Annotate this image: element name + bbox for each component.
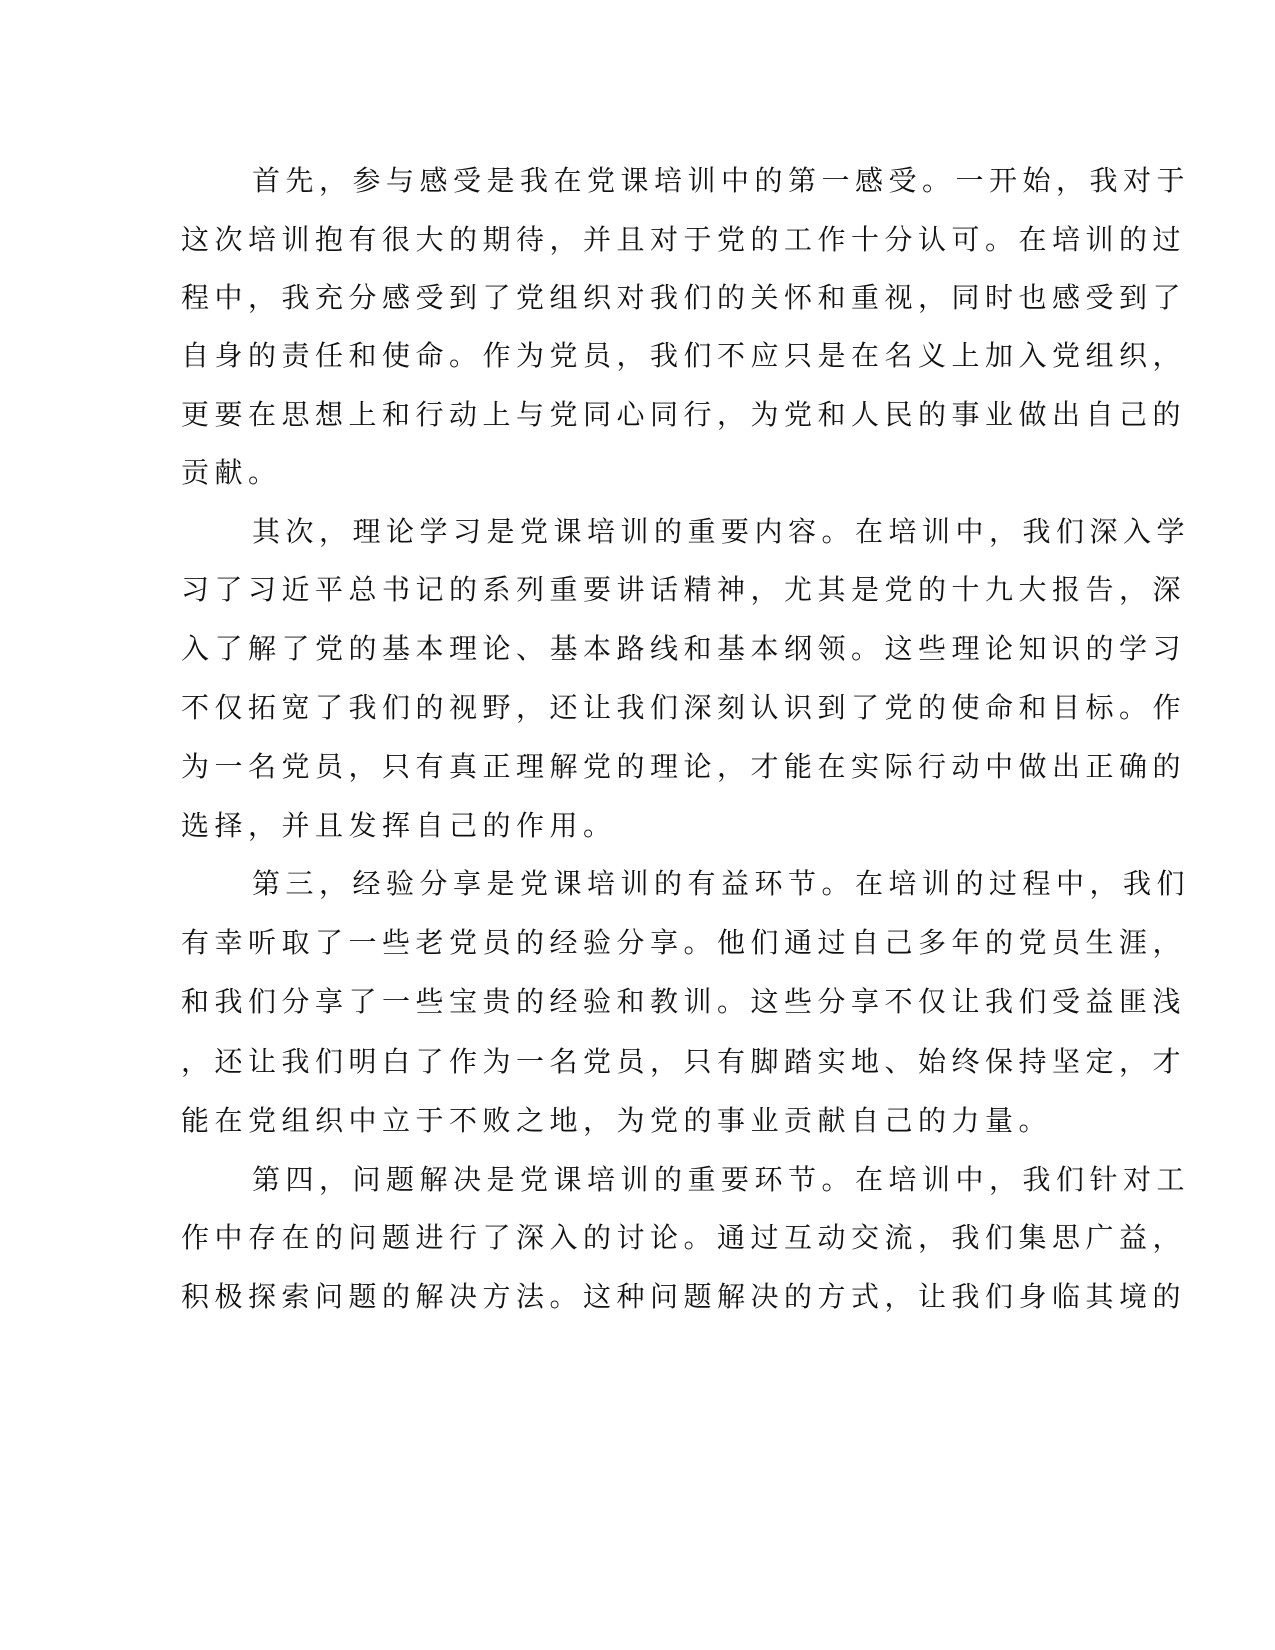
paragraph-2-line-4: 不仅拓宽了我们的视野，还让我们深刻认识到了党的使命和目标。作	[181, 691, 1187, 724]
paragraph-2-line-3: 入了解了党的基本理论、基本路线和基本纲领。这些理论知识的学习	[181, 632, 1187, 665]
paragraph-1-line-3: 程中，我充分感受到了党组织对我们的关怀和重视，同时也感受到了	[181, 281, 1187, 314]
paragraph-2-line-6: 选择，并且发挥自己的作用。	[181, 809, 617, 842]
paragraph-4-line-3: 积极探索问题的解决方法。这种问题解决的方式，让我们身临其境的	[181, 1280, 1187, 1313]
paragraph-2-line-2: 习了习近平总书记的系列重要讲话精神，尤其是党的十九大报告，深	[181, 573, 1187, 606]
paragraph-4-line-2: 作中存在的问题进行了深入的讨论。通过互动交流，我们集思广益，	[181, 1221, 1187, 1254]
paragraph-3-line-5: 能在党组织中立于不败之地，为党的事业贡献自己的力量。	[181, 1104, 1053, 1137]
paragraph-4-line-1: 第四，问题解决是党课培训的重要环节。在培训中，我们针对工	[252, 1163, 1191, 1196]
paragraph-3-line-1: 第三，经验分享是党课培训的有益环节。在培训的过程中，我们	[252, 867, 1191, 900]
paragraph-3-line-3: 和我们分享了一些宝贵的经验和教训。这些分享不仅让我们受益匪浅	[181, 985, 1187, 1018]
paragraph-2-line-5: 为一名党员，只有真正理解党的理论，才能在实际行动中做出正确的	[181, 750, 1187, 783]
paragraph-1-line-5: 更要在思想上和行动上与党同心同行，为党和人民的事业做出自己的	[181, 398, 1187, 431]
paragraph-3-line-4: ，还让我们明白了作为一名党员，只有脚踏实地、始终保持坚定，才	[181, 1045, 1187, 1078]
paragraph-1-line-4: 自身的责任和使命。作为党员，我们不应只是在名义上加入党组织，	[181, 339, 1187, 372]
paragraph-1-line-1: 首先，参与感受是我在党课培训中的第一感受。一开始，我对于	[252, 164, 1191, 197]
paragraph-2-line-1: 其次，理论学习是党课培训的重要内容。在培训中，我们深入学	[252, 515, 1191, 548]
paragraph-1-line-2: 这次培训抱有很大的期待，并且对于党的工作十分认可。在培训的过	[181, 223, 1187, 256]
paragraph-3-line-2: 有幸听取了一些老党员的经验分享。他们通过自己多年的党员生涯，	[181, 926, 1187, 959]
paragraph-1-line-6: 贡献。	[181, 456, 282, 489]
